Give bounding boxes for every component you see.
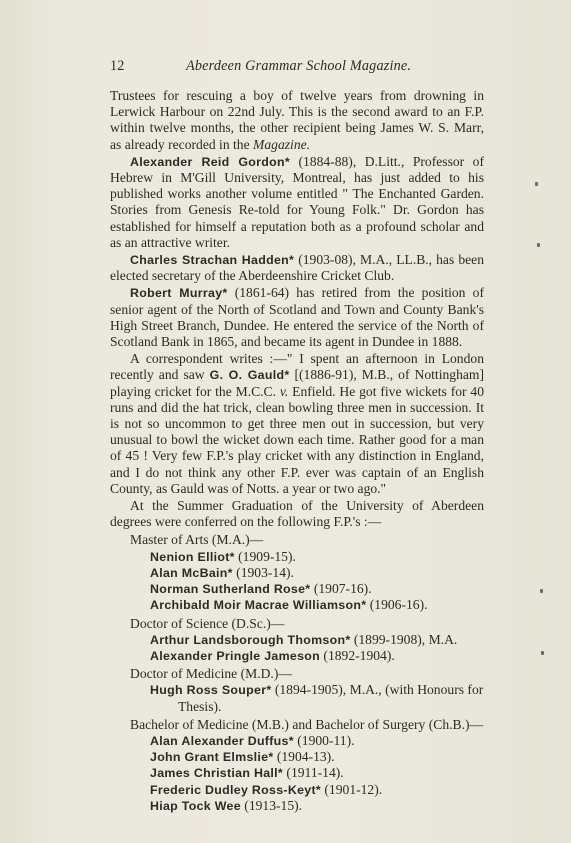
- paragraph-murray: Robert Murray* (1861-64) has retired from the position of senior agent of the North of Scotland and Town and County Bank's High Street Branch, Dundee. He entered the service of the North of Scotland Bank in 1865, and became its agent in Dundee in 1888.: [110, 285, 484, 350]
- graduate-entry: Hiap Tock Wee (1913-15).: [150, 797, 303, 813]
- degree-label-md: Doctor of Medicine (M.D.)—: [130, 666, 292, 682]
- graduate-entry: Hugh Ross Souper* (1894-1905), M.A., (with Honours for Thesis).: [150, 682, 484, 714]
- person-name: Alexander Reid Gordon*: [130, 154, 290, 169]
- margin-speck: [540, 589, 543, 593]
- paragraph-graduation: At the Summer Graduation of the University of Aberdeen degrees were conferred on the following F.P.'s :—: [110, 498, 484, 530]
- degree-label-mb: Bachelor of Medicine (M.B.) and Bachelor of Surgery (Ch.B.)—: [130, 716, 484, 732]
- margin-speck: [535, 182, 538, 186]
- margin-speck: [541, 651, 544, 655]
- page-number: 12: [110, 58, 125, 74]
- graduate-entry: Archibald Moir Macrae Williamson* (1906-16).: [150, 597, 428, 613]
- running-title: Aberdeen Grammar School Magazine.: [186, 58, 412, 74]
- paragraph-gauld: A correspondent writes :—" I spent an afternoon in London recently and saw G. O. Gauld* [(1886-91), M.B., of Nottingham] playing cricket for the M.C.C. v. Enfield. He got five wickets for 40 runs and did the hat trick, clean bowling three men in succession. It is not so uncommon to get three men out in succession, but very unusual to bowl the wicket down each time. Rather good for a man of 45 ! Very few F.P.'s play cricket with any distinction in England, and I do not think any other F.P. ever was captain of an English County, as Gauld was of Notts. a year or two ago.": [110, 351, 484, 496]
- graduate-entry: John Grant Elmslie* (1904-13).: [150, 749, 335, 765]
- degree-label-ma: Master of Arts (M.A.)—: [130, 532, 264, 548]
- paragraph-gordon: Alexander Reid Gordon* (1884-88), D.Litt., Professor of Hebrew in M'Gill University, Montreal, has just added to his published works another volume entitled " The Enchanted Garden. Stories from Genesis Re-told for Young Folk." Dr. Gordon has established for himself a reputation both as a profound scholar and as an attractive writer.: [110, 153, 484, 250]
- degree-label-dsc: Doctor of Science (D.Sc.)—: [130, 615, 285, 631]
- graduate-entry: Frederic Dudley Ross-Keyt* (1901-12).: [150, 781, 383, 797]
- graduate-entry: Alexander Pringle Jameson (1892-1904).: [150, 647, 395, 663]
- graduate-entry: Nenion Elliot* (1909-15).: [150, 548, 296, 564]
- graduate-entry: Alan Alexander Duffus* (1900-11).: [150, 732, 355, 748]
- graduate-entry: James Christian Hall* (1911-14).: [150, 765, 344, 781]
- person-name: Charles Strachan Hadden*: [130, 253, 295, 268]
- paragraph-drowning-award: Trustees for rescuing a boy of twelve years from drowning in Lerwick Harbour on 22nd July. This is the second award to an F.P. within twelve months, the other recipient being James W. S. Marr, as already recorded in the Magazine.: [110, 88, 484, 152]
- graduate-entry: Arthur Landsborough Thomson* (1899-1908), M.A.: [150, 631, 458, 647]
- page-header: [110, 58, 484, 78]
- graduate-entry: Alan McBain* (1903-14).: [150, 564, 294, 580]
- margin-speck: [537, 243, 540, 247]
- paragraph-hadden: Charles Strachan Hadden* (1903-08), M.A., LL.B., has been elected secretary of the Aberdeenshire Cricket Club.: [110, 252, 484, 284]
- person-name: G. O. Gauld*: [209, 368, 290, 383]
- article-body: [110, 88, 484, 814]
- person-name: Robert Murray*: [130, 286, 228, 301]
- graduate-entry: Norman Sutherland Rose* (1907-16).: [150, 581, 372, 597]
- magazine-italic: Magazine.: [253, 136, 311, 152]
